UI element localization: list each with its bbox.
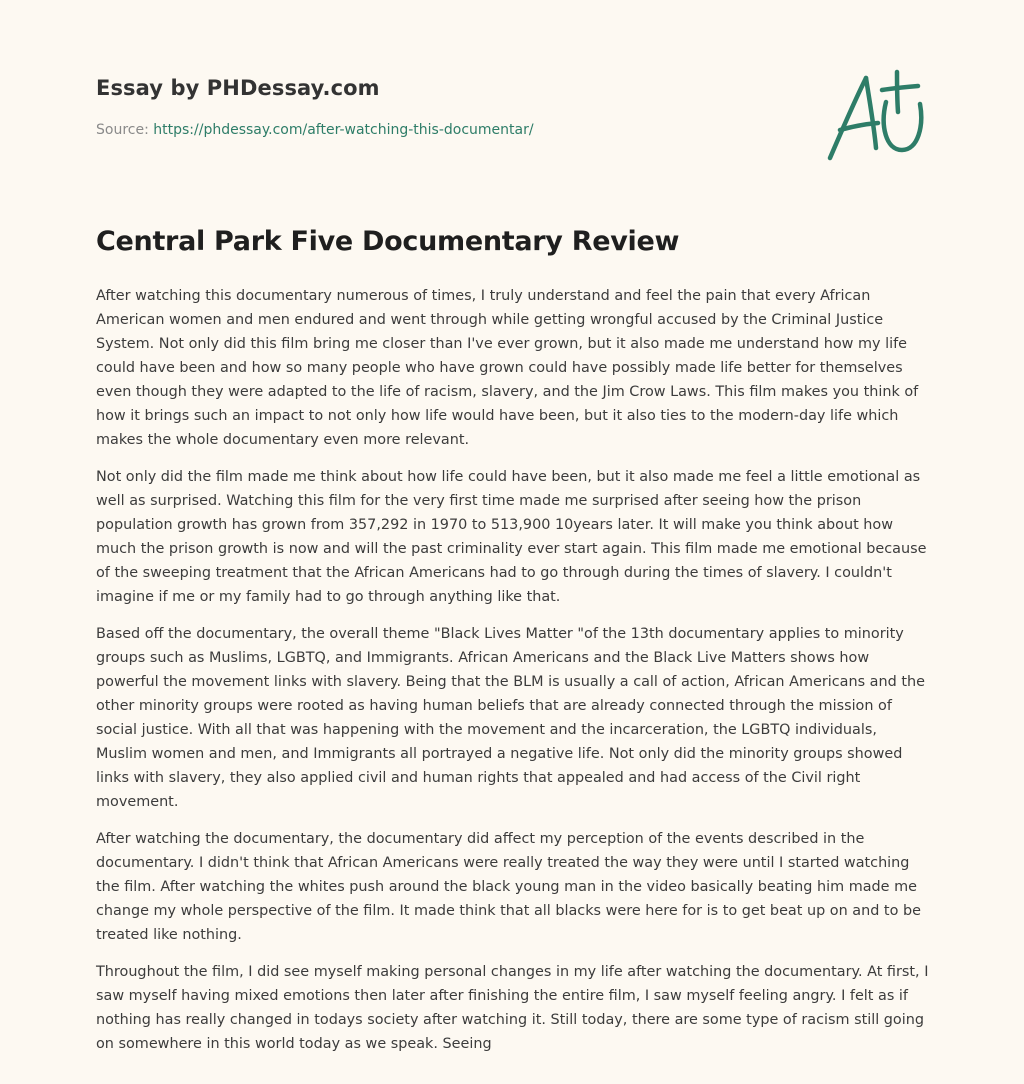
essay-paragraph: After watching the documentary, the documentary did affect my perception of the events described in the documentary. I didn't think that African Americans were really treated the way they were until I started watching the film. After watching the whites push around the black young man in the video basically beating him made me change my whole perspective of the film. It made think that all blacks were here for is to get beat up on and to be treated like nothing. — [96, 831, 921, 943]
essay-paragraph: After watching this documentary numerous of times, I truly understand and feel the pain that every African American women and men endured and went through while getting wrongful accused by the Criminal Justice System. Not only did this film bring me closer than I've ever grown, but it also made me understand how my life could have been and how so many people who have grown could have possibly made life better for themselves even though they were adapted to the life of racism, slavery, and the Jim Crow Laws. This film makes you think of how it brings such an impact to not only how life would have been, but it also ties to the modern-day life which makes the whole documentary even more relevant. — [96, 288, 919, 448]
source-link[interactable]: https://phdessay.com/after-watching-this-documentar/ — [153, 122, 534, 138]
a-plus-grade-icon — [820, 66, 930, 166]
essay-body — [96, 284, 932, 1069]
source-label: Source: — [96, 122, 149, 138]
site-title: Essay by PHDessay.com — [96, 76, 380, 100]
source-line — [96, 122, 796, 138]
page-header — [96, 76, 796, 138]
essay-paragraph: Throughout the film, I did see myself making personal changes in my life after watching the documentary. At first, I saw myself having mixed emotions then later after finishing the entire film, I saw myself feeling angry. I felt as if nothing has really changed in todays society after watching it. Still today, there are some type of racism still going on somewhere in this world today as we speak. Seeing — [96, 964, 929, 1052]
essay-paragraph: Based off the documentary, the overall theme "Black Lives Matter "of the 13th documentary applies to minority groups such as Muslims, LGBTQ, and Immigrants. African Americans and the Black Live Matters shows how powerful the movement links with slavery. Being that the BLM is usually a call of action, African Americans and the other minority groups were rooted as having human beliefs that are already connected through the mission of social justice. With all that was happening with the movement and the incarceration, the LGBTQ individuals, Muslim women and men, and Immigrants all portrayed a negative life. Not only did the minority groups showed links with slavery, they also applied civil and human rights that appealed and had access of the Civil right movement. — [96, 626, 925, 810]
document-title: Central Park Five Documentary Review — [96, 226, 680, 257]
essay-paragraph: Not only did the film made me think about how life could have been, but it also made me feel a little emotional as well as surprised. Watching this film for the very first time made me surprised after seeing how the prison population growth has grown from 357,292 in 1970 to 513,900 10years later. It will make you think about how much the prison growth is now and will the past criminality ever start again. This film made me emotional because of the sweeping treatment that the African Americans had to go through during the times of slavery. I couldn't imagine if me or my family had to go through anything like that. — [96, 469, 927, 605]
